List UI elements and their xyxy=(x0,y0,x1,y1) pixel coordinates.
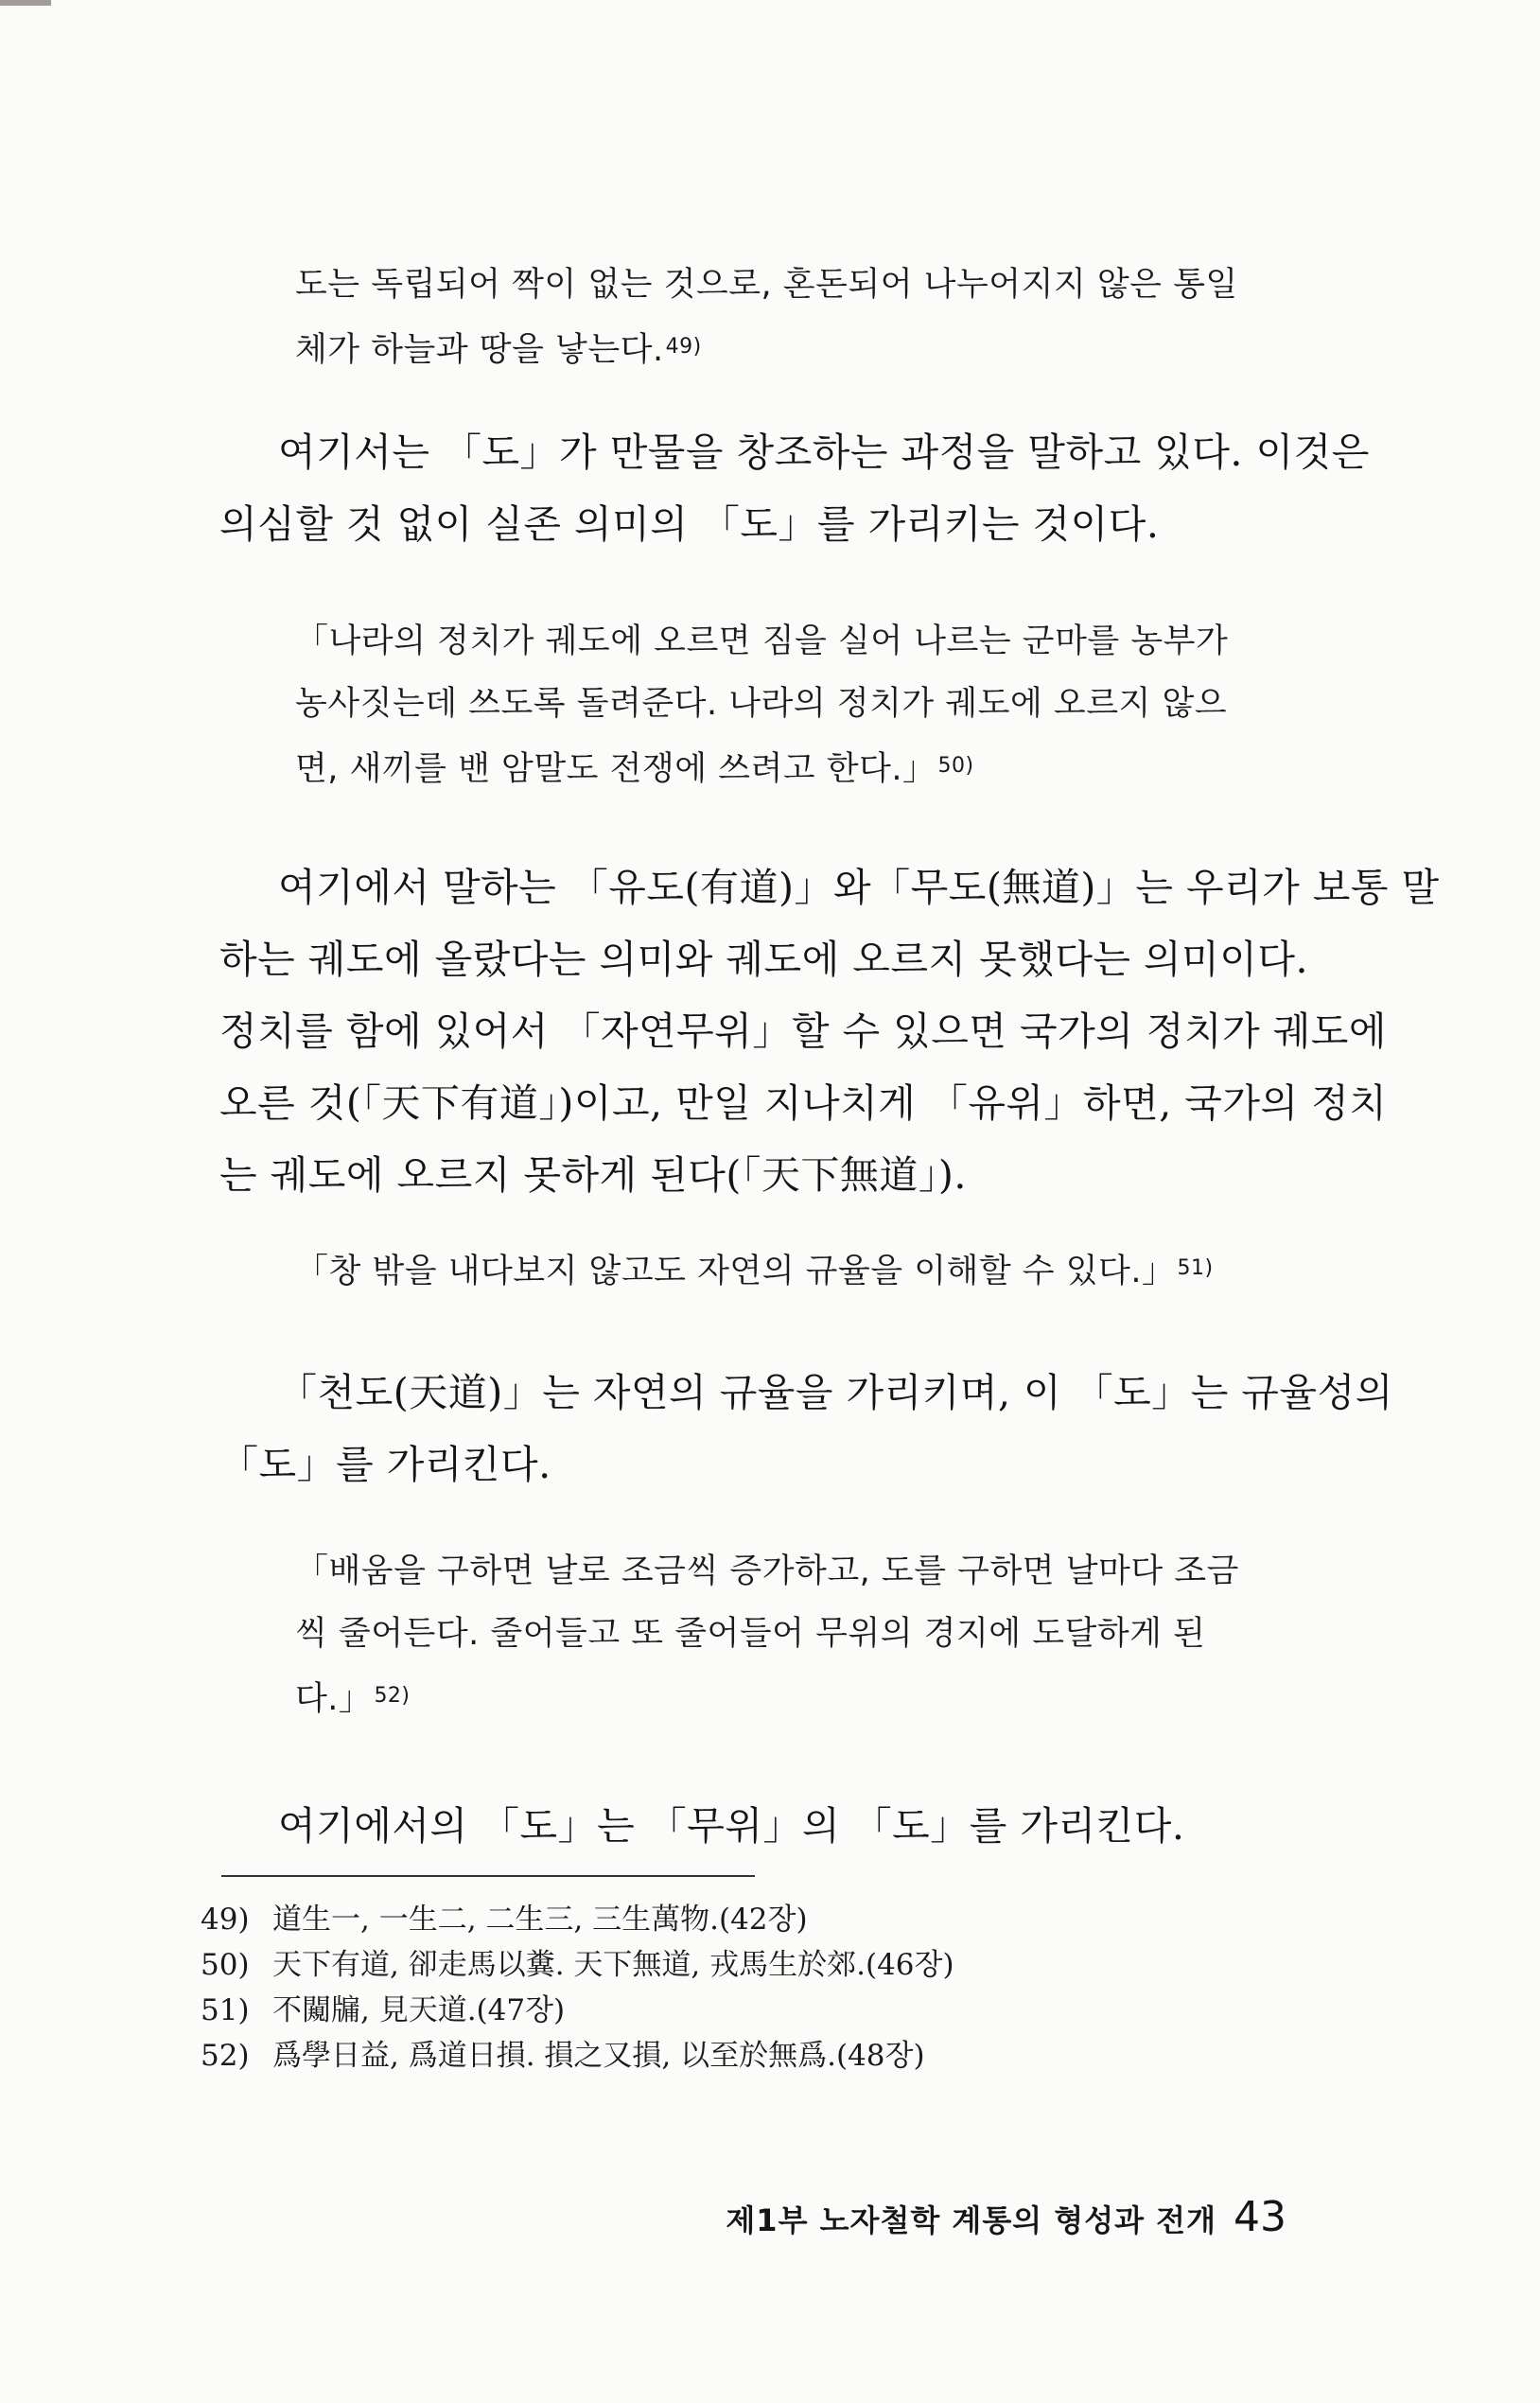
quote-line: 농사짓는데 쓰도록 돌려준다. 나라의 정치가 궤도에 오르지 않으 xyxy=(295,685,1228,723)
body-paragraph xyxy=(219,851,1440,1211)
body-paragraph xyxy=(219,1357,1393,1500)
paragraph-line: 의심할 것 없이 실존 의미의 「도」를 가리키는 것이다. xyxy=(219,501,1160,547)
footnote-number: 51) xyxy=(201,1993,250,2027)
paragraph-line: 오른 것(「天下有道」)이고, 만일 지나치게 「유위」하면, 국가의 정치 xyxy=(219,1080,1388,1126)
quote-block-49 xyxy=(295,254,1241,381)
footnote-51 xyxy=(201,1988,954,2033)
quote-line: 「창 밖을 내다보지 않고도 자연의 규율을 이해할 수 있다.」$^{51)}$ xyxy=(295,1253,1214,1290)
paragraph-line: 「도」를 가리킨다. xyxy=(219,1442,551,1487)
footnote-text: 不闚牖, 見天道.(47장) xyxy=(272,1993,566,2027)
footnote-ref: 50) xyxy=(937,754,974,778)
quote-block-51 xyxy=(295,1237,1241,1303)
paragraph-line: 여기에서의 「도」는 「무위」의 「도」를 가리킨다. xyxy=(278,1803,1185,1849)
quote-line: 「나라의 정치가 궤도에 오르면 짐을 실어 나르는 군마를 농부가 xyxy=(295,623,1229,660)
paragraph-line: 는 궤도에 오르지 못하게 된다(「天下無道」). xyxy=(219,1152,967,1198)
paragraph-line: 하는 궤도에 올랐다는 의미와 궤도에 오르지 못했다는 의미이다. xyxy=(219,937,1309,982)
footnote-number: 52) xyxy=(201,2039,250,2073)
footnote-number: 50) xyxy=(201,1948,250,1982)
running-footer xyxy=(726,2193,1286,2241)
quote-block-52 xyxy=(295,1540,1241,1730)
footnotes xyxy=(201,1897,954,2079)
footnote-49 xyxy=(201,1897,954,1942)
quote-line: 체가 하늘과 땅을 낳는다.$^{49)}$ xyxy=(295,331,702,369)
quote-block-50 xyxy=(295,610,1241,800)
paragraph-line: 「천도(天道)」는 자연의 규율을 가리키며, 이 「도」는 규율성의 xyxy=(278,1370,1393,1415)
page-number: 43 xyxy=(1234,2193,1286,2241)
footnote-separator xyxy=(221,1875,755,1877)
footnote-number: 49) xyxy=(201,1903,250,1937)
footnote-ref: 51) xyxy=(1177,1256,1214,1280)
paragraph-line: 정치를 함에 있어서 「자연무위」할 수 있으면 국가의 정치가 궤도에 xyxy=(219,1009,1388,1054)
footnote-50 xyxy=(201,1942,954,1988)
footnote-ref: 52) xyxy=(374,1684,411,1708)
body-paragraph xyxy=(219,416,1370,560)
footnote-text: 天下有道, 卻走馬以糞. 天下無道, 戎馬生於郊.(46장) xyxy=(272,1948,954,1982)
footnote-text: 爲學日益, 爲道日損. 損之又損, 以至於無爲.(48장) xyxy=(272,2039,925,2073)
running-title: 제1부 노자철학 계통의 형성과 전개 xyxy=(726,2202,1216,2238)
quote-line: 면, 새끼를 밴 암말도 전쟁에 쓰려고 한다.」$^{50)}$ xyxy=(295,750,974,788)
footnote-text: 道生一, 一生二, 二生三, 三生萬物.(42장) xyxy=(272,1903,808,1937)
quote-line: 다.」$^{52)}$ xyxy=(295,1680,411,1718)
paragraph-line: 여기서는 「도」가 만물을 창조하는 과정을 말하고 있다. 이것은 xyxy=(278,430,1370,475)
quote-line: 「배움을 구하면 날로 조금씩 증가하고, 도를 구하면 날마다 조금 xyxy=(295,1552,1239,1590)
paragraph-line: 여기에서 말하는 「유도(有道)」와「무도(無道)」는 우리가 보통 말 xyxy=(278,865,1440,910)
footnote-ref: 49) xyxy=(665,335,702,359)
scan-edge-mark xyxy=(0,0,51,6)
quote-line: 씩 줄어든다. 줄어들고 또 줄어들어 무위의 경지에 도달하게 된 xyxy=(295,1615,1206,1653)
quote-line: 도는 독립되어 짝이 없는 것으로, 혼돈되어 나누어지지 않은 통일 xyxy=(295,266,1238,304)
body-paragraph xyxy=(219,1790,1288,1862)
footnote-52 xyxy=(201,2033,954,2079)
